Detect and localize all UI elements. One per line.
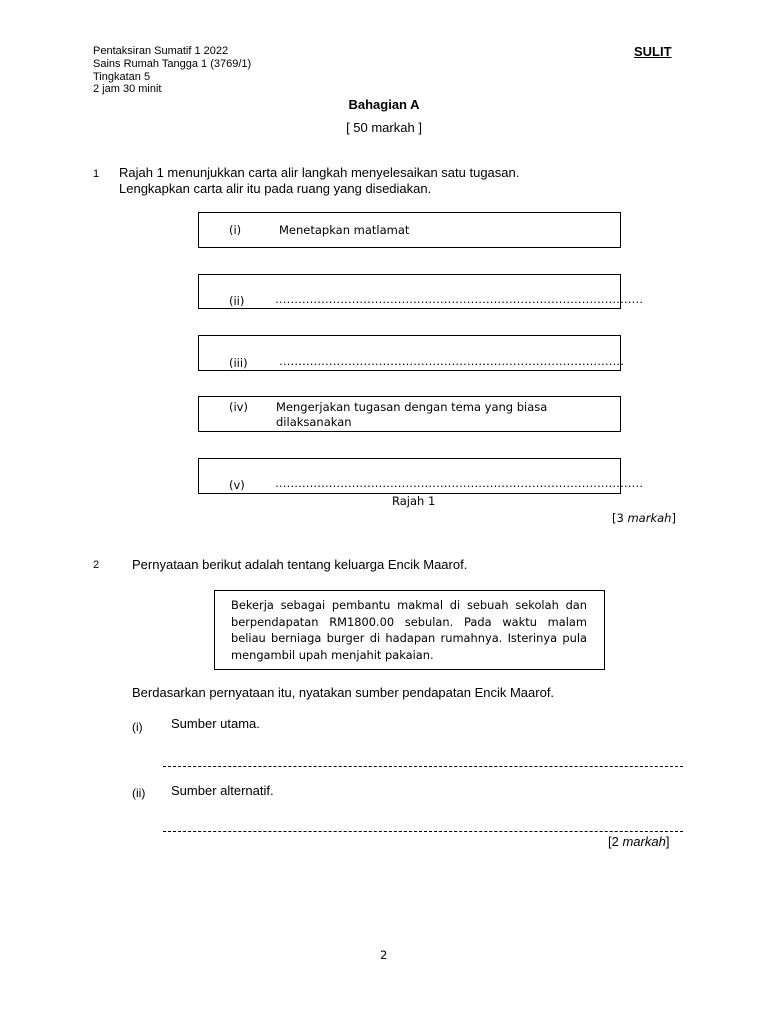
q1-marks-word: markah [627, 511, 672, 525]
part-ii-text: Sumber alternatif. [171, 783, 274, 798]
q1-marks-close: ] [671, 511, 676, 525]
flowchart-step-1 [198, 212, 621, 248]
flowchart-step-2[interactable] [198, 274, 643, 309]
q1-marks-open: [3 [612, 511, 628, 525]
question-1-number: 1 [93, 168, 100, 180]
q2-marks-close: ] [665, 834, 670, 849]
part-i-text: Sumber utama. [171, 716, 260, 731]
question-1-text-line2: Lengkapkan carta alir itu pada ruang yang disediakan. [119, 181, 432, 196]
step-4-text-line2: dilaksanakan [276, 415, 352, 429]
statement-text: Bekerja sebagai pembantu makmal di sebuah sekolah dan berpendapatan RM1800.00 sebulan. Pada waktu malam beliau berniaga burger di hadapan rumahnya. Isterinya pula mengambil upah menjahit pakaian. [231, 598, 587, 662]
section-marks: [ 50 markah ] [346, 120, 422, 135]
part-i-label: (i) [132, 720, 143, 734]
header-form: Tingkatan 5 [93, 71, 151, 83]
step-1-label: (i) [229, 223, 242, 237]
step-1-text: Menetapkan matlamat [279, 223, 410, 237]
step-4-text-line1: Mengerjakan tugasan dengan tema yang biasa [276, 400, 548, 414]
question-2-marks [608, 834, 669, 850]
part-ii-label: (ii) [132, 786, 146, 800]
q2-marks-open: [2 [608, 834, 623, 849]
section-title: Bahagian A [348, 97, 420, 112]
classification-label: SULIT [634, 44, 672, 59]
step-3-answer-line[interactable]: ……………………………………………………………………………… [279, 354, 624, 368]
header-subject: Sains Rumah Tangga 1 (3769/1) [93, 58, 252, 70]
step-2-label: (ii) [229, 294, 245, 308]
flowchart-step-5[interactable] [198, 458, 643, 494]
question-2-intro: Pernyataan berikut adalah tentang keluarga Encik Maarof. [132, 557, 468, 572]
step-4-label: (iv) [229, 400, 248, 414]
part-ii-answer-line[interactable] [163, 831, 683, 832]
question-2-prompt: Berdasarkan pernyataan itu, nyatakan sumber pendapatan Encik Maarof. [132, 685, 555, 700]
question-2-number: 2 [93, 559, 100, 571]
step-5-answer-line[interactable]: …………………………………………………………………………………… [275, 476, 643, 490]
figure-caption: Rajah 1 [392, 494, 436, 508]
page-number: 2 [380, 948, 388, 962]
header-duration: 2 jam 30 minit [93, 83, 162, 95]
step-3-label: (iii) [229, 356, 248, 370]
question-1-text-line1: Rajah 1 menunjukkan carta alir langkah menyelesaikan satu tugasan. [119, 165, 520, 180]
part-i-answer-line[interactable] [163, 766, 683, 767]
step-2-answer-line[interactable]: …………………………………………………………………………………… [275, 292, 643, 306]
flowchart-step-4 [198, 396, 621, 432]
header-assessment: Pentaksiran Sumatif 1 2022 [93, 45, 229, 57]
step-5-label: (v) [229, 478, 245, 492]
q2-marks-word: markah [622, 834, 666, 849]
question-1-marks [612, 511, 676, 525]
flowchart-step-3[interactable] [198, 335, 624, 371]
